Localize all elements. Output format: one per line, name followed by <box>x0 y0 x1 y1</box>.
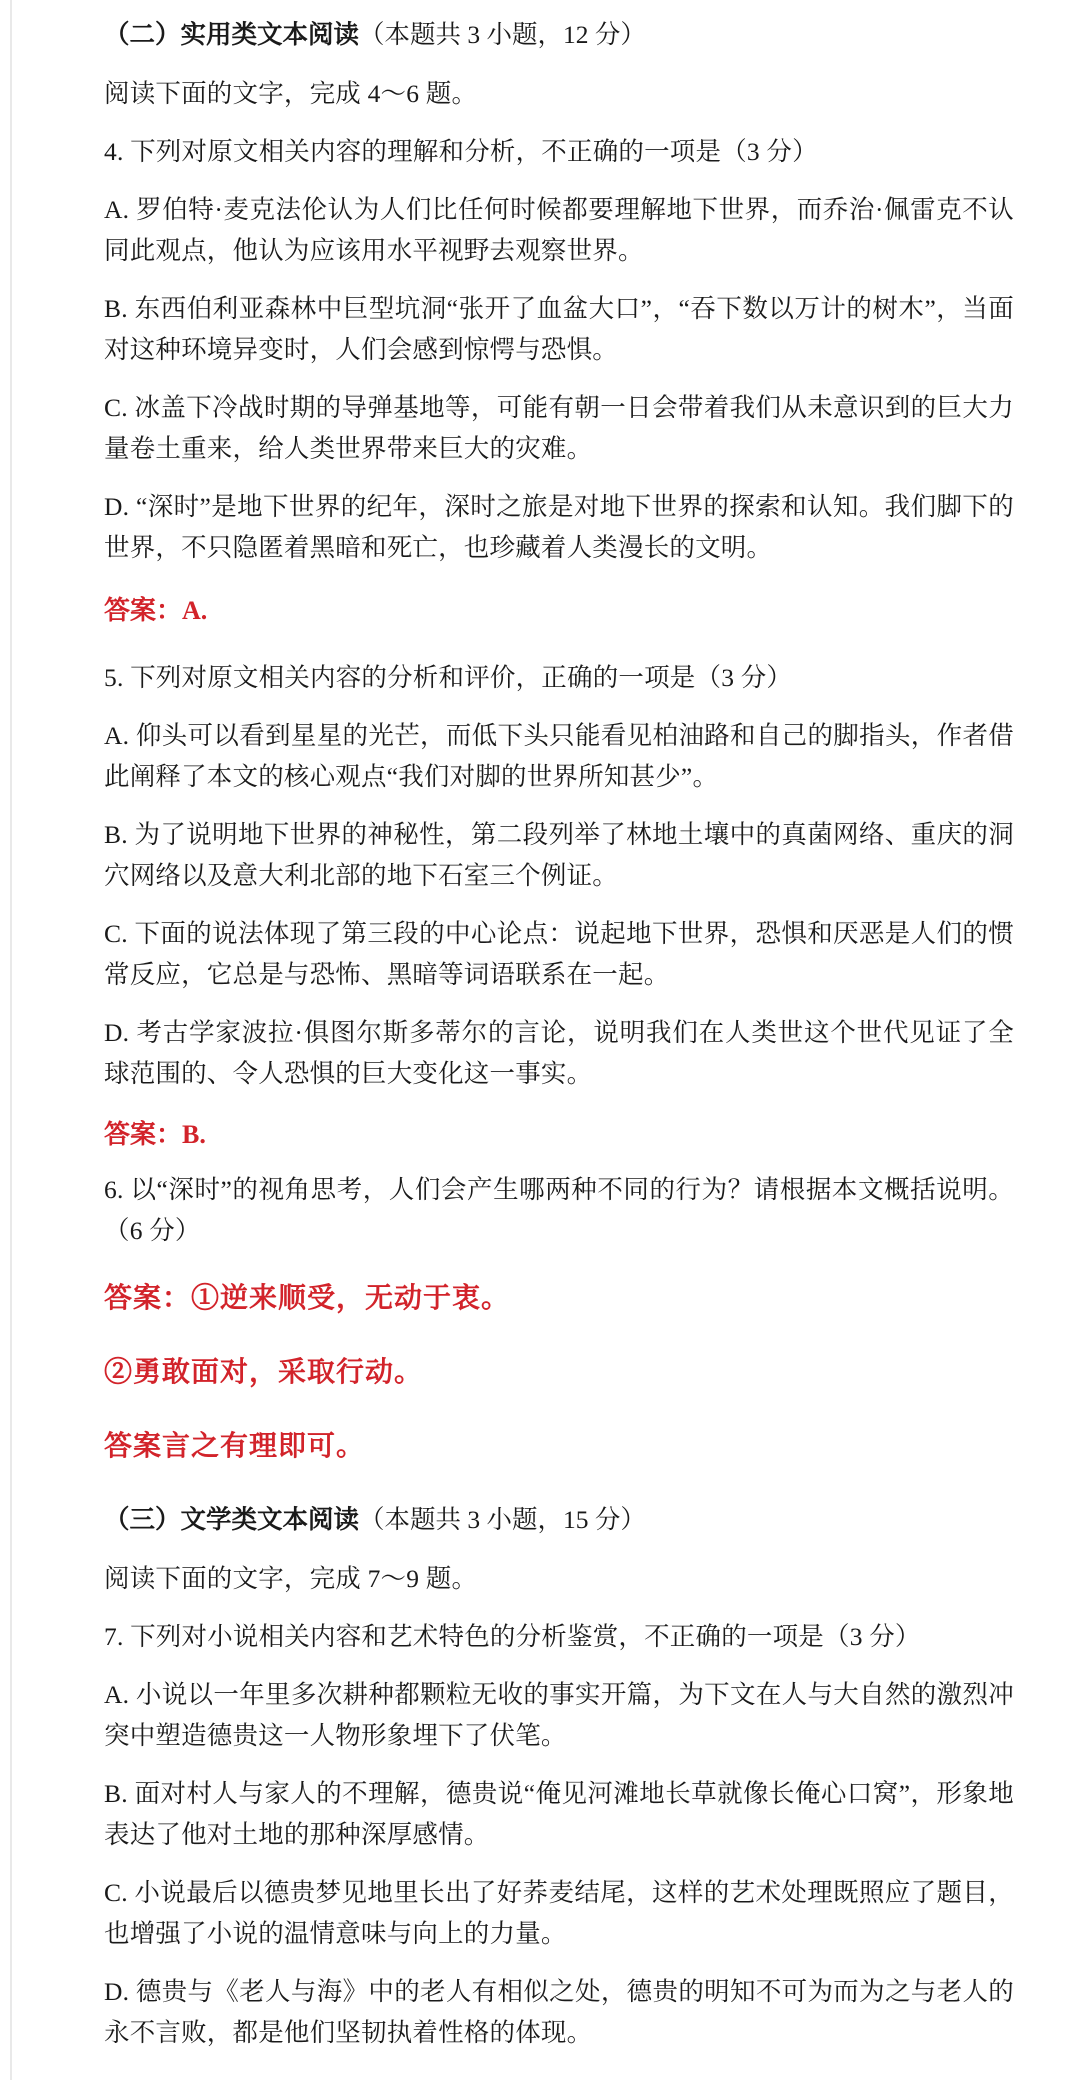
question-4-option-d: D. “深时”是地下世界的纪年，深时之旅是对地下世界的探索和认知。我们脚下的世界，不只隐匿着黑暗和死亡，也珍藏着人类漫长的文明。 <box>104 492 1014 562</box>
section-three-heading-rest: （本题共 3 小题，15 分） <box>359 1505 646 1534</box>
question-5-option-a: A. 仰头可以看到星星的光芒，而低下头只能看见柏油路和自己的脚指头，作者借此阐释了本文的核心观点“我们对脚的世界所知甚少”。 <box>104 721 1014 791</box>
section-three-heading <box>104 1499 1014 1540</box>
question-6-answer-note: 答案言之有理即可。 <box>104 1431 366 1462</box>
question-6-stem: 6. 以“深时”的视角思考，人们会产生哪两种不同的行为？请根据本文概括说明。（6 分） <box>104 1175 1014 1245</box>
section-two-heading-bold: （二）实用类文本阅读 <box>104 20 360 49</box>
question-4-answer: 答案：A. <box>104 596 208 625</box>
question-7-option-a: A. 小说以一年里多次耕种都颗粒无收的事实开篇，为下文在人与大自然的激烈冲突中塑造德贵这一人物形象埋下了伏笔。 <box>104 1680 1014 1750</box>
section-two-heading <box>104 14 1014 55</box>
question-4-option-b: B. 东西伯利亚森林中巨型坑洞“张开了血盆大口”，“吞下数以万计的树木”，当面对这种环境异变时，人们会感到惊愕与恐惧。 <box>104 294 1014 364</box>
question-7-stem: 7. 下列对小说相关内容和艺术特色的分析鉴赏，不正确的一项是（3 分） <box>104 1622 921 1651</box>
question-6-answer-line-2: ②勇敢面对，采取行动。 <box>104 1357 424 1388</box>
section-three-instruction: 阅读下面的文字，完成 7～9 题。 <box>104 1564 478 1593</box>
question-5-answer: 答案：B. <box>104 1120 206 1149</box>
question-5-option-d: D. 考古学家波拉·俱图尔斯多蒂尔的言论，说明我们在人类世这个世代见证了全球范围的、令人恐惧的巨大变化这一事实。 <box>104 1018 1014 1088</box>
page-left-rule <box>10 0 12 2080</box>
question-7-option-c: C. 小说最后以德贵梦见地里长出了好荞麦结尾，这样的艺术处理既照应了题目，也增强了小说的温情意味与向上的力量。 <box>104 1878 1014 1948</box>
section-two-instruction: 阅读下面的文字，完成 4～6 题。 <box>104 79 478 108</box>
question-4-option-a: A. 罗伯特·麦克法伦认为人们比任何时候都要理解地下世界，而乔治·佩雷克不认同此观点，他认为应该用水平视野去观察世界。 <box>104 195 1014 265</box>
question-7-option-d: D. 德贵与《老人与海》中的老人有相似之处，德贵的明知不可为而为之与老人的永不言败，都是他们坚韧执着性格的体现。 <box>104 1977 1014 2047</box>
section-three-heading-bold: （三）文学类文本阅读 <box>104 1505 360 1534</box>
question-5-option-b: B. 为了说明地下世界的神秘性，第二段列举了林地土壤中的真菌网络、重庆的洞穴网络以及意大利北部的地下石室三个例证。 <box>104 820 1014 890</box>
question-4-stem: 4. 下列对原文相关内容的理解和分析，不正确的一项是（3 分） <box>104 137 818 166</box>
question-5-option-c: C. 下面的说法体现了第三段的中心论点：说起地下世界，恐惧和厌恶是人们的惯常反应，它总是与恐怖、黑暗等词语联系在一起。 <box>104 919 1014 989</box>
section-two-heading-rest: （本题共 3 小题，12 分） <box>359 20 646 49</box>
question-6-answer-line-1: 答案：①逆来顺受，无动于衷。 <box>104 1283 511 1314</box>
question-5-stem: 5. 下列对原文相关内容的分析和评价，正确的一项是（3 分） <box>104 663 793 692</box>
question-7-option-b: B. 面对村人与家人的不理解，德贵说“俺见河滩地长草就像长俺心口窝”，形象地表达了他对土地的那种深厚感情。 <box>104 1779 1014 1849</box>
question-4-option-c: C. 冰盖下冷战时期的导弹基地等，可能有朝一日会带着我们从未意识到的巨大力量卷土重来，给人类世界带来巨大的灾难。 <box>104 393 1014 463</box>
